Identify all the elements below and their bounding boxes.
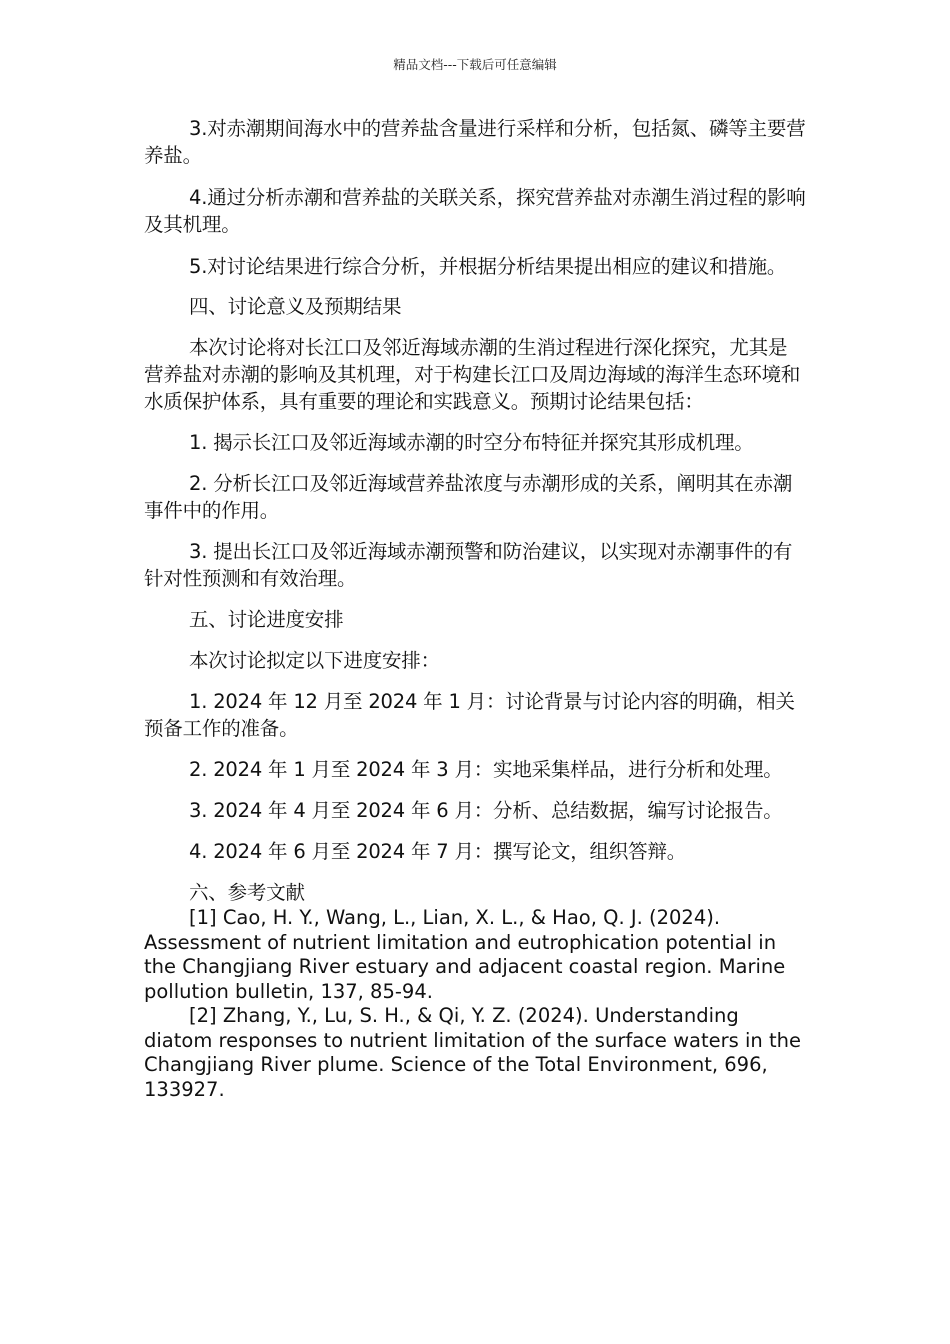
list-item: 3. 2024 年 4 月至 2024 年 6 月：分析、总结数据，编写讨论报告。 (189, 799, 783, 822)
list-item: 2. 分析长江口及邻近海域营养盐浓度与赤潮形成的关系，阐明其在赤潮事件中的作用。 (144, 472, 793, 522)
section-heading: 五、讨论进度安排 (189, 608, 344, 631)
document-body (144, 115, 806, 1102)
body-paragraph: 4.通过分析赤潮和营养盐的关联关系，探究营养盐对赤潮生消过程的影响及其机理。 (144, 186, 806, 236)
section-heading: 四、讨论意义及预期结果 (189, 295, 402, 318)
page-header: 精品文档---下载后可任意编辑 (393, 57, 557, 72)
list-item: 1. 2024 年 12 月至 2024 年 1 月：讨论背景与讨论内容的明确，相关预备工作的准备。 (144, 690, 795, 740)
body-paragraph: 本次讨论将对长江口及邻近海域赤潮的生消过程进行深化探究，尤其是营养盐对赤潮的影响及其机理，对于构建长江口及周边海域的海洋生态环境和水质保护体系，具有重要的理论和实践意义。预期讨论结果包括： (144, 336, 801, 413)
body-paragraph: 3.对赤潮期间海水中的营养盐含量进行采样和分析，包括氮、磷等主要营养盐。 (144, 117, 806, 167)
body-paragraph: 5.对讨论结果进行综合分析，并根据分析结果提出相应的建议和措施。 (189, 255, 787, 278)
list-item: 3. 提出长江口及邻近海域赤潮预警和防治建议，以实现对赤潮事件的有针对性预测和有效治理。 (144, 540, 793, 590)
body-paragraph: 本次讨论拟定以下进度安排： (189, 649, 440, 672)
reference-item: [2] Zhang, Y., Lu, S. H., & Qi, Y. Z. (2024). Understanding diatom responses to nutrient limitation of the surface waters in the Changjiang River plume. Science of the Total Environment, 696, 133927. (144, 1004, 801, 1101)
list-item: 4. 2024 年 6 月至 2024 年 7 月：撰写论文，组织答辩。 (189, 840, 687, 863)
reference-item: [1] Cao, H. Y., Wang, L., Lian, X. L., & Hao, Q. J. (2024). Assessment of nutrient limitation and eutrophication potential in the Changjiang River estuary and adjacent coastal region. Marine pollution bulletin, 137, 85-94. (144, 906, 786, 1003)
list-item: 2. 2024 年 1 月至 2024 年 3 月：实地采集样品，进行分析和处理。 (189, 758, 783, 781)
section-heading: 六、参考文献 (189, 881, 305, 904)
list-item: 1. 揭示长江口及邻近海域赤潮的时空分布特征并探究其形成机理。 (189, 431, 754, 454)
